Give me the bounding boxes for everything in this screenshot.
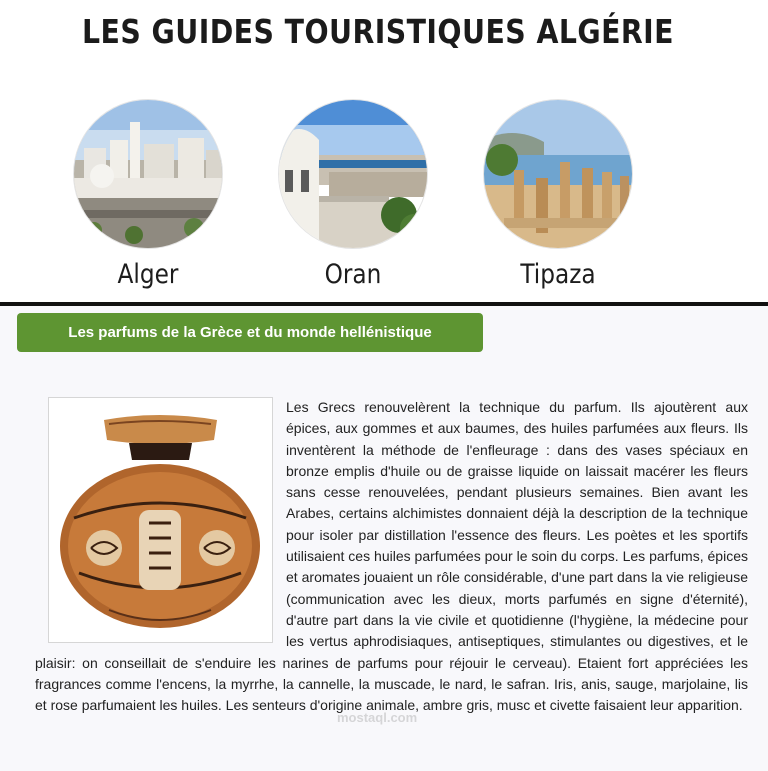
city-name-alger[interactable]: Alger bbox=[117, 259, 179, 290]
content-area bbox=[0, 306, 768, 771]
article-body: Les Grecs renouvelèrent la technique du parfum. Ils ajoutèrent aux épices, aux gommes et aux baumes, des huiles parfumées aux fleurs. Ils inventèrent la méthode de l'enfleurage : dans des vases spéciaux en bronze emplis d'huile ou de graisse liquide on laissait macérer les fleurs sans cesse renouvelées, pendant plusieurs semaines. Bien avant les Arabes, certains alchimistes donnaient déjà la description de la technique pour isoler par distillation l'essence des fleurs. Les poètes et les sportifs utilisaient ces huiles parfumées pour le soin du corps. Les parfums, épices et aromates jouaient un rôle considérable, d'une part dans la vie religieuse (communication avec les dieux, morts parfumés en signe d'éternité), d'autre part dans la vie civile et quotidienne (l'hygiène, la médecine pour les vertus aphrodisiaques, antiseptiques, stimulantes ou digestives, et le plaisir: on conseillait de s'enduire les narines de parfums pour réjouir le cerveau). Etaient fort appréciées les fragrances comme l'encens, la myrrhe, la cannelle, la muscade, le nard, le safran. Iris, anis, sauge, marjolaine, lis et rose parfumaient les huiles. Les senteurs d'origine animale, ambre gris, musc et civette faisaient leur apparition. bbox=[35, 399, 748, 714]
vase-icon bbox=[49, 398, 272, 642]
city-card-alger[interactable] bbox=[73, 99, 223, 290]
city-name-tipaza[interactable]: Tipaza bbox=[520, 259, 596, 290]
city-photo-tipaza[interactable] bbox=[483, 99, 633, 249]
city-card-tipaza[interactable] bbox=[483, 99, 633, 290]
header-area bbox=[0, 0, 768, 302]
city-photo-alger[interactable] bbox=[73, 99, 223, 249]
site-title: LES GUIDES TOURISTIQUES ALGÉRIE bbox=[82, 12, 674, 51]
watermark: mostaql.com bbox=[337, 710, 418, 725]
greek-vase-image bbox=[48, 397, 273, 643]
section-title-tab[interactable]: Les parfums de la Grèce et du monde hellénistique bbox=[17, 313, 483, 352]
article bbox=[35, 397, 748, 716]
city-photo-oran[interactable] bbox=[278, 99, 428, 249]
city-card-oran[interactable] bbox=[278, 99, 428, 290]
city-name-oran[interactable]: Oran bbox=[324, 259, 382, 290]
